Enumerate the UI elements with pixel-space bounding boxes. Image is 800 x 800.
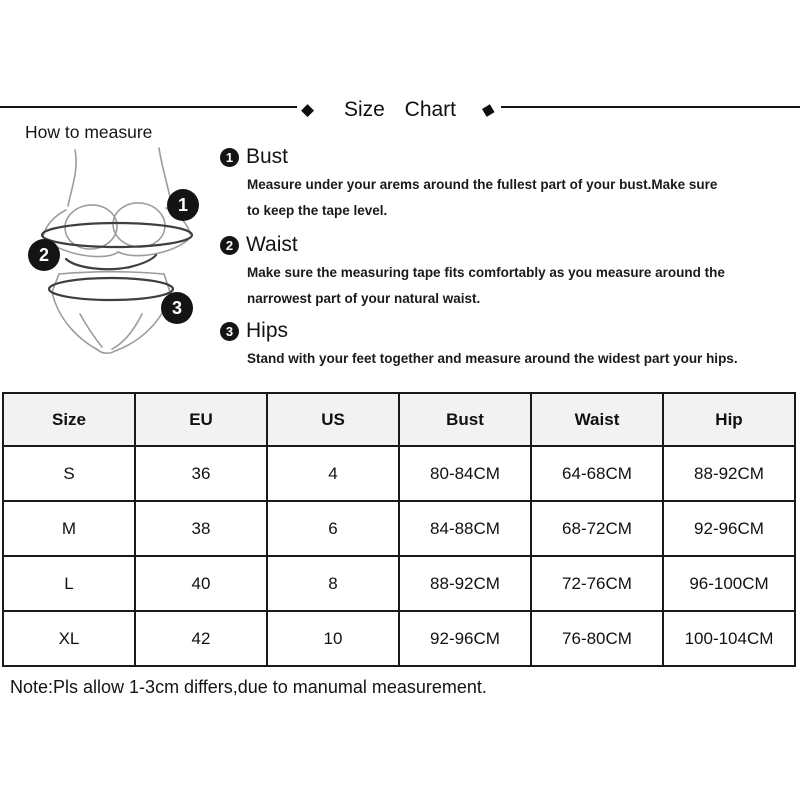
- figure-badge-2-number: 2: [38, 245, 50, 265]
- table-row: [3, 501, 795, 556]
- text-line: Stand with your feet together and measure around the widest part your hips.: [247, 351, 738, 366]
- figure-badge-1: [167, 189, 199, 221]
- table-cell: 68-72CM: [531, 501, 663, 556]
- table-header-cell: EU: [135, 393, 267, 446]
- section-bust: [220, 145, 798, 224]
- figure-badge-2: [28, 239, 60, 271]
- table-row: [3, 611, 795, 666]
- table-cell: XL: [3, 611, 135, 666]
- hip-tape-ellipse: [49, 278, 173, 300]
- page-title: Size Chart: [343, 98, 457, 121]
- figure-badge-3: [161, 292, 193, 324]
- diamond-icon: ◆: [479, 98, 498, 121]
- table-cell: 84-88CM: [399, 501, 531, 556]
- table-header-cell: US: [267, 393, 399, 446]
- table-cell: L: [3, 556, 135, 611]
- table-cell: 10: [267, 611, 399, 666]
- section-hips-heading: [220, 319, 798, 343]
- table-cell: 100-104CM: [663, 611, 795, 666]
- table-header-cell: Bust: [399, 393, 531, 446]
- hips-number-badge: 3: [220, 322, 239, 341]
- table-cell: 92-96CM: [399, 611, 531, 666]
- bikini-sketch: [43, 148, 190, 353]
- table-cell: 36: [135, 446, 267, 501]
- waist-tape-arc: [66, 255, 156, 269]
- section-hips-description: [247, 346, 798, 372]
- measurement-note: Note:Pls allow 1-3cm differs,due to manumal measurement.: [10, 677, 487, 697]
- table-cell: 88-92CM: [663, 446, 795, 501]
- table-header-cell: Size: [3, 393, 135, 446]
- table-cell: M: [3, 501, 135, 556]
- table-cell: 96-100CM: [663, 556, 795, 611]
- table-header-row: [3, 393, 795, 446]
- section-waist-description: [247, 260, 798, 312]
- size-table: [2, 392, 796, 667]
- section-waist-heading: [220, 233, 798, 257]
- table-cell: 72-76CM: [531, 556, 663, 611]
- figure-badge-1-number: 1: [177, 195, 189, 215]
- section-waist: [220, 233, 798, 312]
- bust-number-badge: 1: [220, 148, 239, 167]
- table-cell: 40: [135, 556, 267, 611]
- table-row: [3, 446, 795, 501]
- text-line: to keep the tape level.: [247, 203, 388, 218]
- section-bust-heading: [220, 145, 798, 169]
- text-line: narrowest part of your natural waist.: [247, 291, 481, 306]
- table-cell: 80-84CM: [399, 446, 531, 501]
- table-cell: 38: [135, 501, 267, 556]
- table-header-cell: Hip: [663, 393, 795, 446]
- header-rule-right: [501, 106, 800, 108]
- text-line: Make sure the measuring tape fits comfortably as you measure around the: [247, 265, 725, 280]
- section-bust-title: Bust: [246, 145, 289, 168]
- table-cell: 64-68CM: [531, 446, 663, 501]
- table-cell: S: [3, 446, 135, 501]
- table-header-cell: Waist: [531, 393, 663, 446]
- measurement-figure: [18, 142, 218, 372]
- table-cell: 76-80CM: [531, 611, 663, 666]
- table-cell: 4: [267, 446, 399, 501]
- header-rule-left: [0, 106, 297, 108]
- section-waist-title: Waist: [246, 233, 298, 256]
- figure-badge-3-number: 3: [171, 298, 183, 318]
- table-cell: 42: [135, 611, 267, 666]
- text-line: Measure under your arems around the fullest part of your bust.Make sure: [247, 177, 718, 192]
- how-to-measure-title: How to measure: [25, 122, 153, 142]
- diamond-icon: ◆: [301, 100, 315, 119]
- section-hips-title: Hips: [246, 319, 289, 342]
- waist-number-badge: 2: [220, 236, 239, 255]
- section-bust-description: [247, 172, 798, 224]
- table-cell: 92-96CM: [663, 501, 795, 556]
- table-cell: 8: [267, 556, 399, 611]
- table-row: [3, 556, 795, 611]
- section-hips: [220, 319, 798, 372]
- table-cell: 6: [267, 501, 399, 556]
- table-cell: 88-92CM: [399, 556, 531, 611]
